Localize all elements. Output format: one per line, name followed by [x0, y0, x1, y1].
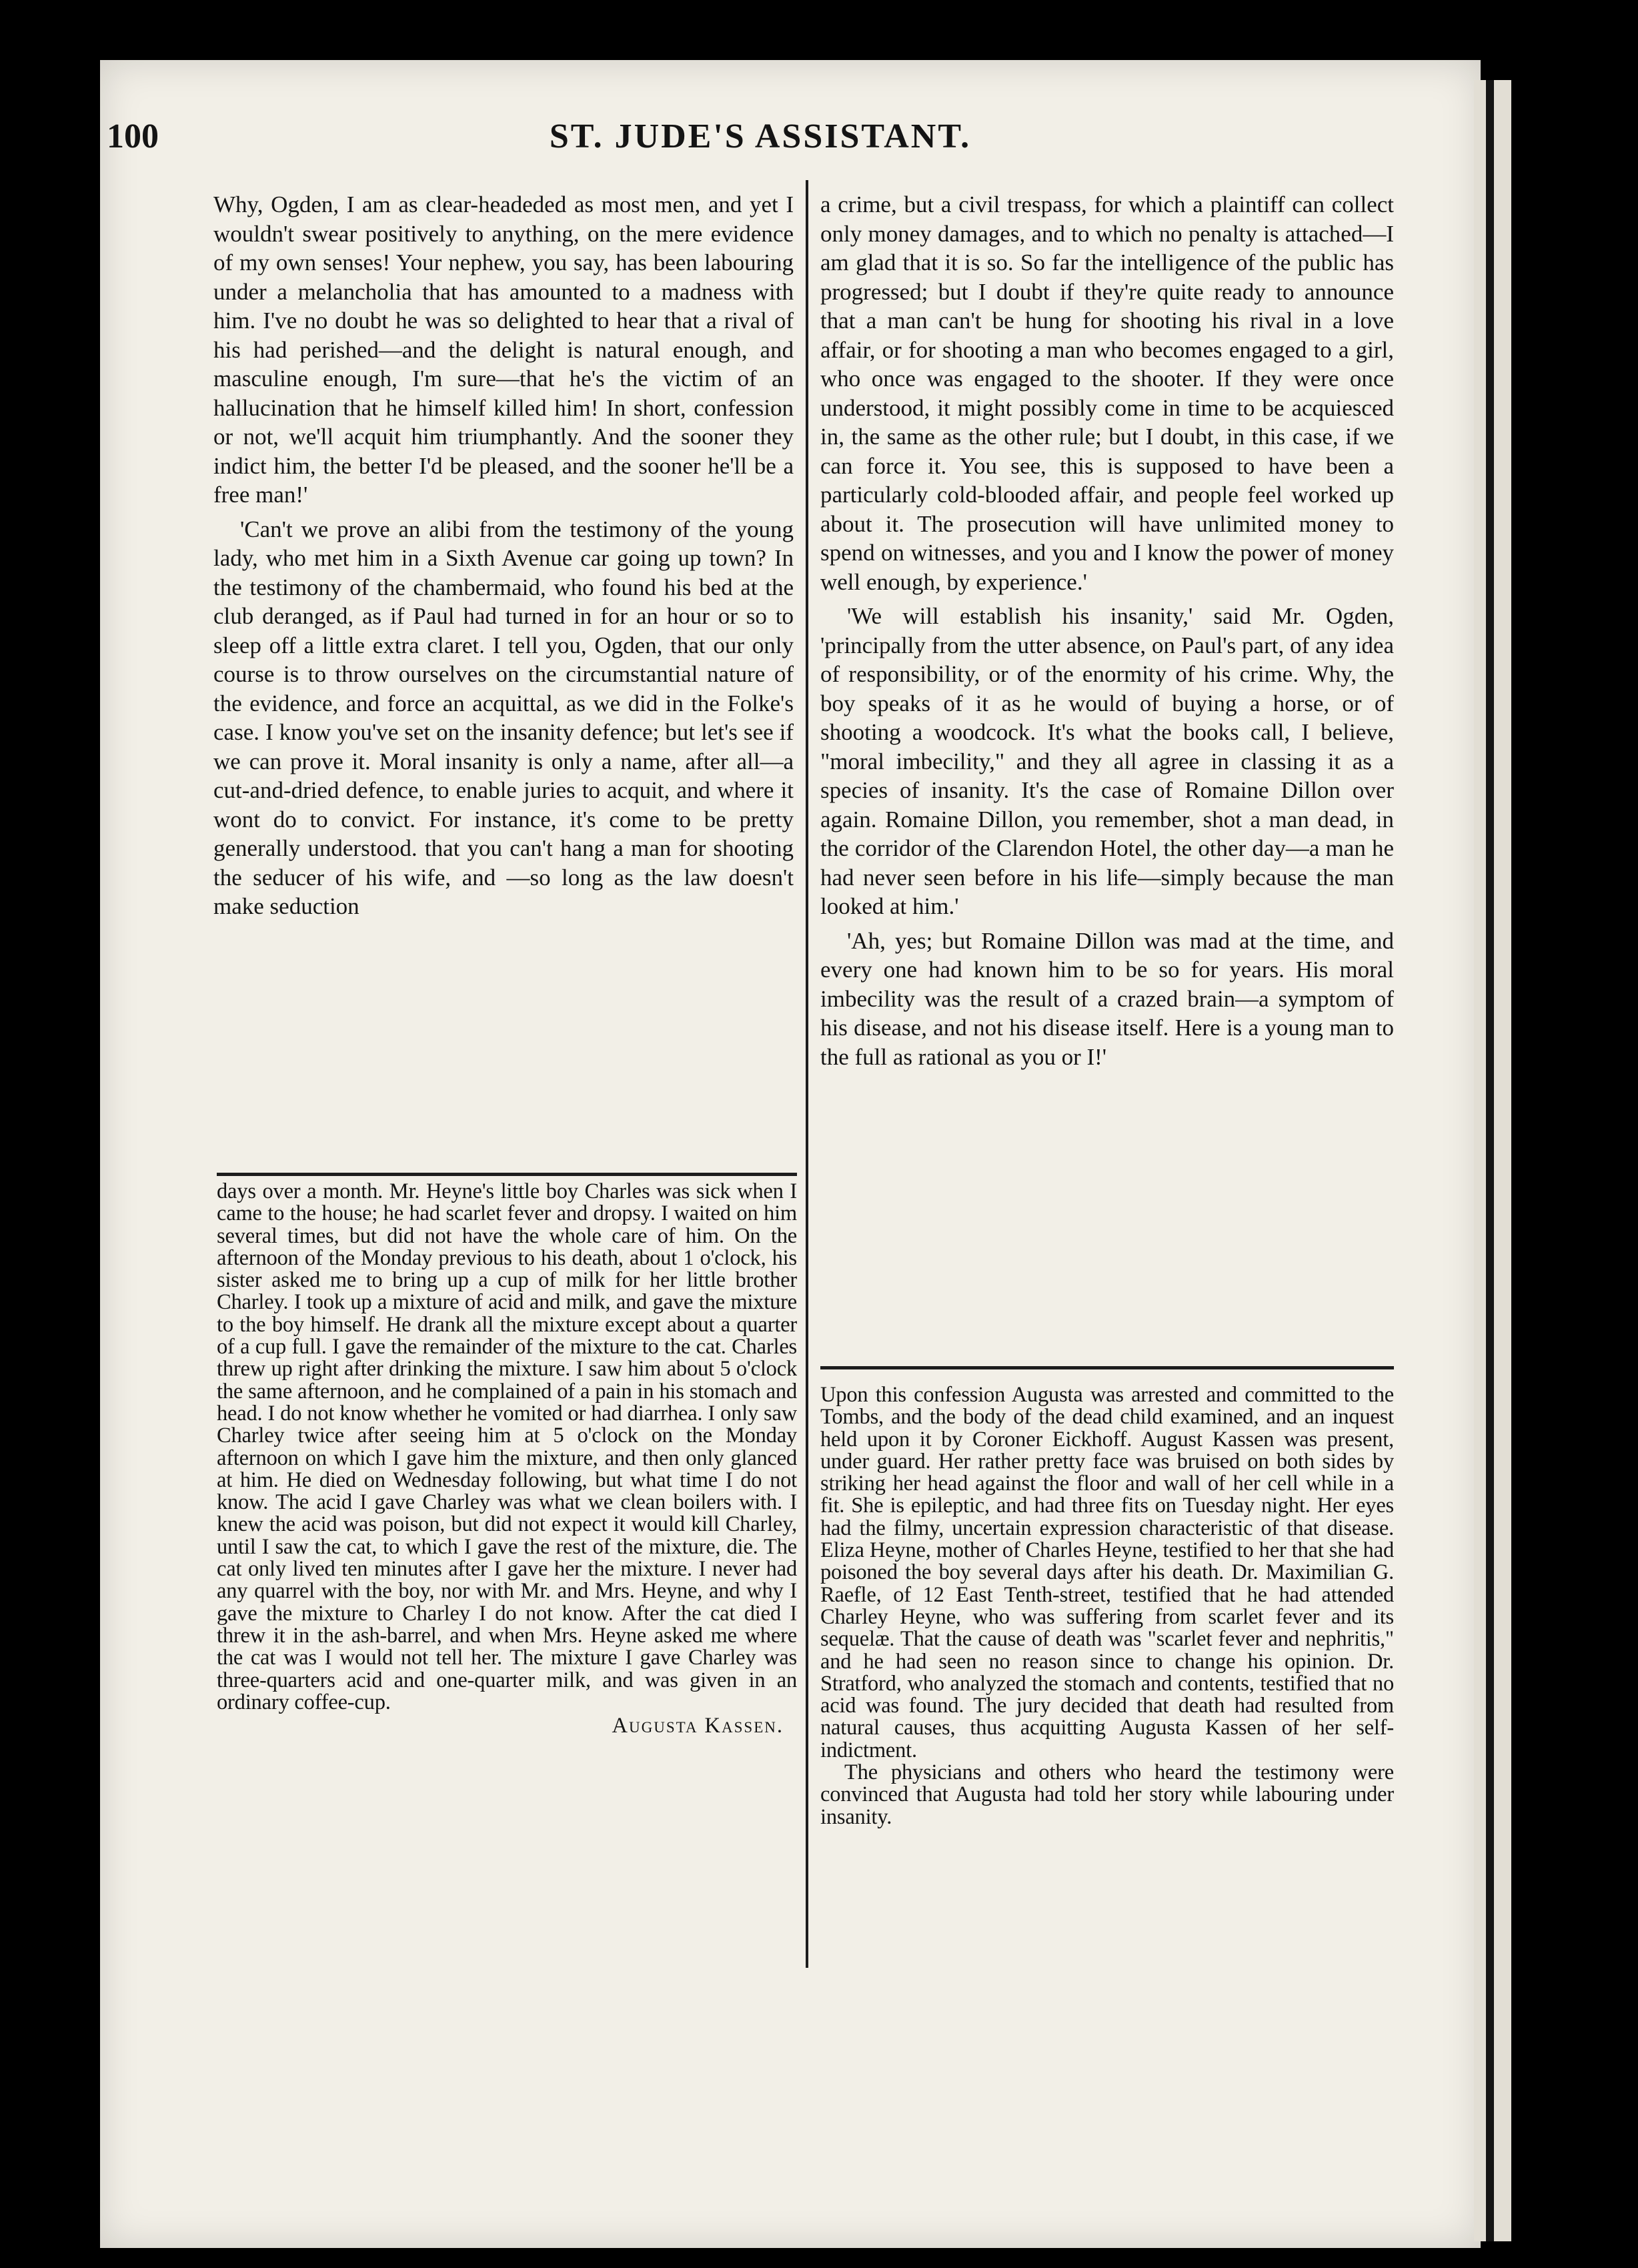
confession-signature: Augusta Kassen.: [612, 1714, 784, 1738]
confession-paragraph: days over a month. Mr. Heyne's little boy Charles was sick when I came to the house; he had scarlet fever and dropsy. I waited on him several times, but did not have the whole care of him. On the afternoon of the Monday previous to his death, about 1 o'clock, his sister asked me to bring up a cup of milk for her little brother Charley. I took up a mixture of acid and milk, and gave the mixture to the boy himself. He drank all the mixture except about a quarter of a cup full. I gave the remainder of the mixture to the cat. Charles threw up right after drinking the mixture. I saw him about 5 o'clock the same afternoon, and he complained of a pain in his stomach and head. I do not know whether he vomited or had diarrhea. I only saw Charley twice after seeing him at 5 o'clock on the Monday afternoon on which I gave him the mixture, and then only glanced at him. He died on Wednesday following, but what time I do not know. The acid I gave Charley was what we clean boilers with. I knew the acid was poison, but did not expect it would kill Charley, until I saw the cat, to which I gave the rest of the mixture, die. The cat only lived ten minutes after I gave her the mixture. I never had any quarrel with the boy, nor with Mr. and Mrs. Heyne, and why I gave the mixture to Charley I do not know. After the cat died I threw it in the ash-barrel, and when Mrs. Heyne asked me where the cat was I would not tell her. The mixture I gave Charley was three-quarters acid and one-quarter milk, and was given in an ordinary coffee-cup.: [217, 1181, 797, 1714]
page-number: 100: [107, 117, 159, 155]
story-paragraph: 'Ah, yes; but Romaine Dillon was mad at the time, and every one had known him to be so for years. His moral imbecility was the result of a crazed brain—a symptom of his disease, and not his disease itself. Here is a young man to the full as rational as you or I!': [820, 927, 1394, 1070]
section-rule-left: [217, 1173, 797, 1176]
facing-page-edge: [1474, 80, 1511, 2241]
section-rule-right: [820, 1366, 1394, 1369]
story-paragraph: a crime, but a civil trespass, for which a plaintiff can collect only money damages, and to which no penalty is attached—I am glad that it is so. So far the intelligence of the public has progressed; but I doubt if they're quite ready to announce that a man can't be hung for shooting his rival in a love affair, or for shooting a man who becomes engaged to a girl, who once was engaged to the shooter. If they were once understood, it might possibly come in time to be acquiesced in, the same as the other rule; but I doubt, in this case, if we can force it. You see, this is supposed to have been a particularly cold-blooded affair, and people feel worked up about it. The prosecution will have unlimited money to spend on witnesses, and you and I know the power of money well enough, by experience.': [820, 191, 1394, 595]
inquest-paragraph: The physicians and others who heard the testimony were convinced that Augusta had told her story while labouring under insanity.: [820, 1760, 1394, 1829]
story-column-left: [213, 190, 794, 1161]
confession-column: [217, 1181, 797, 1981]
running-title: ST. JUDE'S ASSISTANT.: [549, 117, 972, 155]
column-divider: [806, 180, 808, 1968]
inquest-paragraph: Upon this confession Augusta was arrested and committed to the Tombs, and the body of the dead child examined, and an inquest held upon it by Coroner Eickhoff. August Kassen was present, under guard. Her rather pretty face was bruised on both sides by striking her head against the floor and wall of her cell while in a fit. She is epileptic, and had three fits on Tuesday night. Her eyes had the filmy, uncertain expression characteristic of that disease. Eliza Heyne, mother of Charles Heyne, testified to her that she had poisoned the boy several days after his death. Dr. Maximilian G. Raefle, of 12 East Tenth-street, testified that he had attended Charley Heyne, who was suffering from scarlet fever and its sequelæ. That the cause of death was "scarlet fever and nephritis," and he had seen no reason since to change his opinion. Dr. Stratford, who analyzed the stomach and contents, testified that no acid was found. The jury decided that death had resulted from natural causes, thus acquitting Augusta Kassen of her self-indictment.: [820, 1384, 1394, 1762]
story-paragraph: 'Can't we prove an alibi from the testimony of the young lady, who met him in a Sixth Avenue car going up town? In the testimony of the chambermaid, who found his bed at the club deranged, as if Paul had turned in for an hour or so to sleep off a little extra claret. I tell you, Ogden, that our only course is to throw ourselves on the circumstantial nature of the evidence, and force an acquittal, as we did in the Folke's case. I know you've set on the insanity defence; but let's see if we can prove it. Moral insanity is only a name, after all—a cut-and-dried defence, to enable juries to acquit, and where it wont do to convict. For instance, it's come to be pretty generally understood. that you can't hang a man for shooting the seducer of his wife, and —so long as the law doesn't make seduction: [213, 516, 794, 919]
story-paragraph: 'We will establish his insanity,' said Mr. Ogden, 'principally from the utter absence, on Paul's part, of any idea of responsibility, or of the enormity of his crime. Why, the boy speaks of it as he would of buying a horse, or of shooting a woodcock. It's what the books call, I believe, "moral imbecility," and they all agree in classing it as a species of insanity. It's the case of Romaine Dillon over again. Romaine Dillon, you remember, shot a man dead, in the corridor of the Clarendon Hotel, the other day—a man he had never seen before in his life—simply because the man looked at him.': [820, 603, 1394, 919]
story-column-right: [820, 190, 1394, 1364]
inquest-column: [820, 1384, 1394, 1981]
story-paragraph: Why, Ogden, I am as clear-headeded as most men, and yet I wouldn't swear positively to anything, on the mere evidence of my own senses! Your nephew, you say, has been labouring under a melancholia that has amounted to a madness with him. I've no doubt he was so delighted to hear that a rival of his had perished—and the delight is natural enough, and masculine enough, I'm sure—that he's the victim of an hallucination that he himself killed him! In short, confession or not, we'll acquit him triumphantly. And the sooner they indict him, the better I'd be pleased, and the sooner he'll be a free man!': [213, 191, 794, 508]
running-head: [107, 117, 1414, 163]
